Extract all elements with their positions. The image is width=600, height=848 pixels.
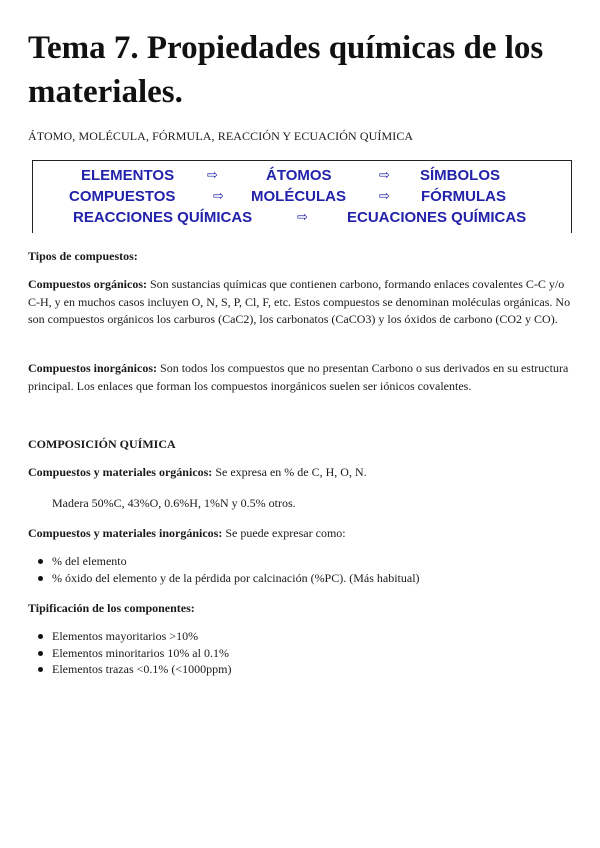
concept-ecuaciones: ECUACIONES QUÍMICAS (347, 209, 527, 226)
concept-formulas: FÓRMULAS (421, 188, 506, 205)
organic-materials-text: Se expresa en % de C, H, O, N. (212, 465, 367, 479)
organic-text: Son sustancias químicas que contienen carbono, formando enlaces covalentes C-C y/o C-H, y en muchos casos incluyen O, N, S, P, Cl, F, etc. Estos compuestos se denominan moléculas orgánicas. No son compuestos orgánicos los carburos (CaC2), los carbonatos (CaCO3) y los óxidos de carbono (CO2 y CO). (28, 277, 571, 326)
wood-example: Madera 50%C, 43%O, 0.6%H, 1%N y 0.5% otros. (52, 496, 296, 510)
expression-list (28, 553, 420, 586)
list-item: Elementos trazas <0.1% (<1000ppm) (28, 661, 232, 678)
inorganic-materials-text: Se puede expresar como: (222, 526, 346, 540)
concept-row (33, 188, 571, 208)
organic-paragraph (28, 276, 576, 329)
concept-simbolos: SÍMBOLOS (420, 167, 501, 184)
organic-materials-paragraph (28, 464, 576, 482)
composition-heading: COMPOSICIÓN QUÍMICA (28, 437, 176, 451)
components-heading: Tipificación de los componentes: (28, 601, 195, 615)
arrow-right-icon: ⇨ (379, 168, 390, 183)
inorganic-materials-label: Compuestos y materiales inorgánicos: (28, 526, 223, 540)
concept-row (33, 209, 571, 229)
inorganic-paragraph (28, 360, 576, 395)
inorganic-text: Son todos los compuestos que no presentan Carbono o sus derivados en su estructura principal. Los enlaces que forman los compuestos inorgánicos suelen ser iónicos covalentes. (28, 361, 569, 393)
concept-atomos: ÁTOMOS (266, 167, 332, 184)
page-title: Tema 7. Propiedades químicas de los materiales. (28, 30, 544, 110)
arrow-right-icon: ⇨ (297, 210, 308, 225)
concept-box (32, 160, 572, 233)
list-item: Elementos minoritarios 10% al 0.1% (28, 645, 232, 662)
inorganic-label: Compuestos inorgánicos: (28, 361, 158, 375)
arrow-right-icon: ⇨ (213, 189, 224, 204)
arrow-right-icon: ⇨ (379, 189, 390, 204)
concept-elementos: ELEMENTOS (81, 167, 175, 184)
types-heading: Tipos de compuestos: (28, 249, 138, 263)
concept-compuestos: COMPUESTOS (69, 188, 176, 205)
components-list (28, 628, 232, 678)
list-item: % óxido del elemento y de la pérdida por calcinación (%PC). (Más habitual) (28, 570, 420, 587)
list-item: % del elemento (28, 553, 420, 570)
section-subtitle: ÁTOMO, MOLÉCULA, FÓRMULA, REACCIÓN Y ECUACIÓN QUÍMICA (28, 129, 414, 143)
concept-row (33, 167, 571, 187)
concept-reacciones: REACCIONES QUÍMICAS (73, 209, 253, 226)
concept-moleculas: MOLÉCULAS (251, 188, 346, 205)
list-item: Elementos mayoritarios >10% (28, 628, 232, 645)
organic-label: Compuestos orgánicos: (28, 277, 147, 291)
arrow-right-icon: ⇨ (207, 168, 218, 183)
inorganic-materials-paragraph (28, 525, 576, 543)
organic-materials-label: Compuestos y materiales orgánicos: (28, 465, 213, 479)
